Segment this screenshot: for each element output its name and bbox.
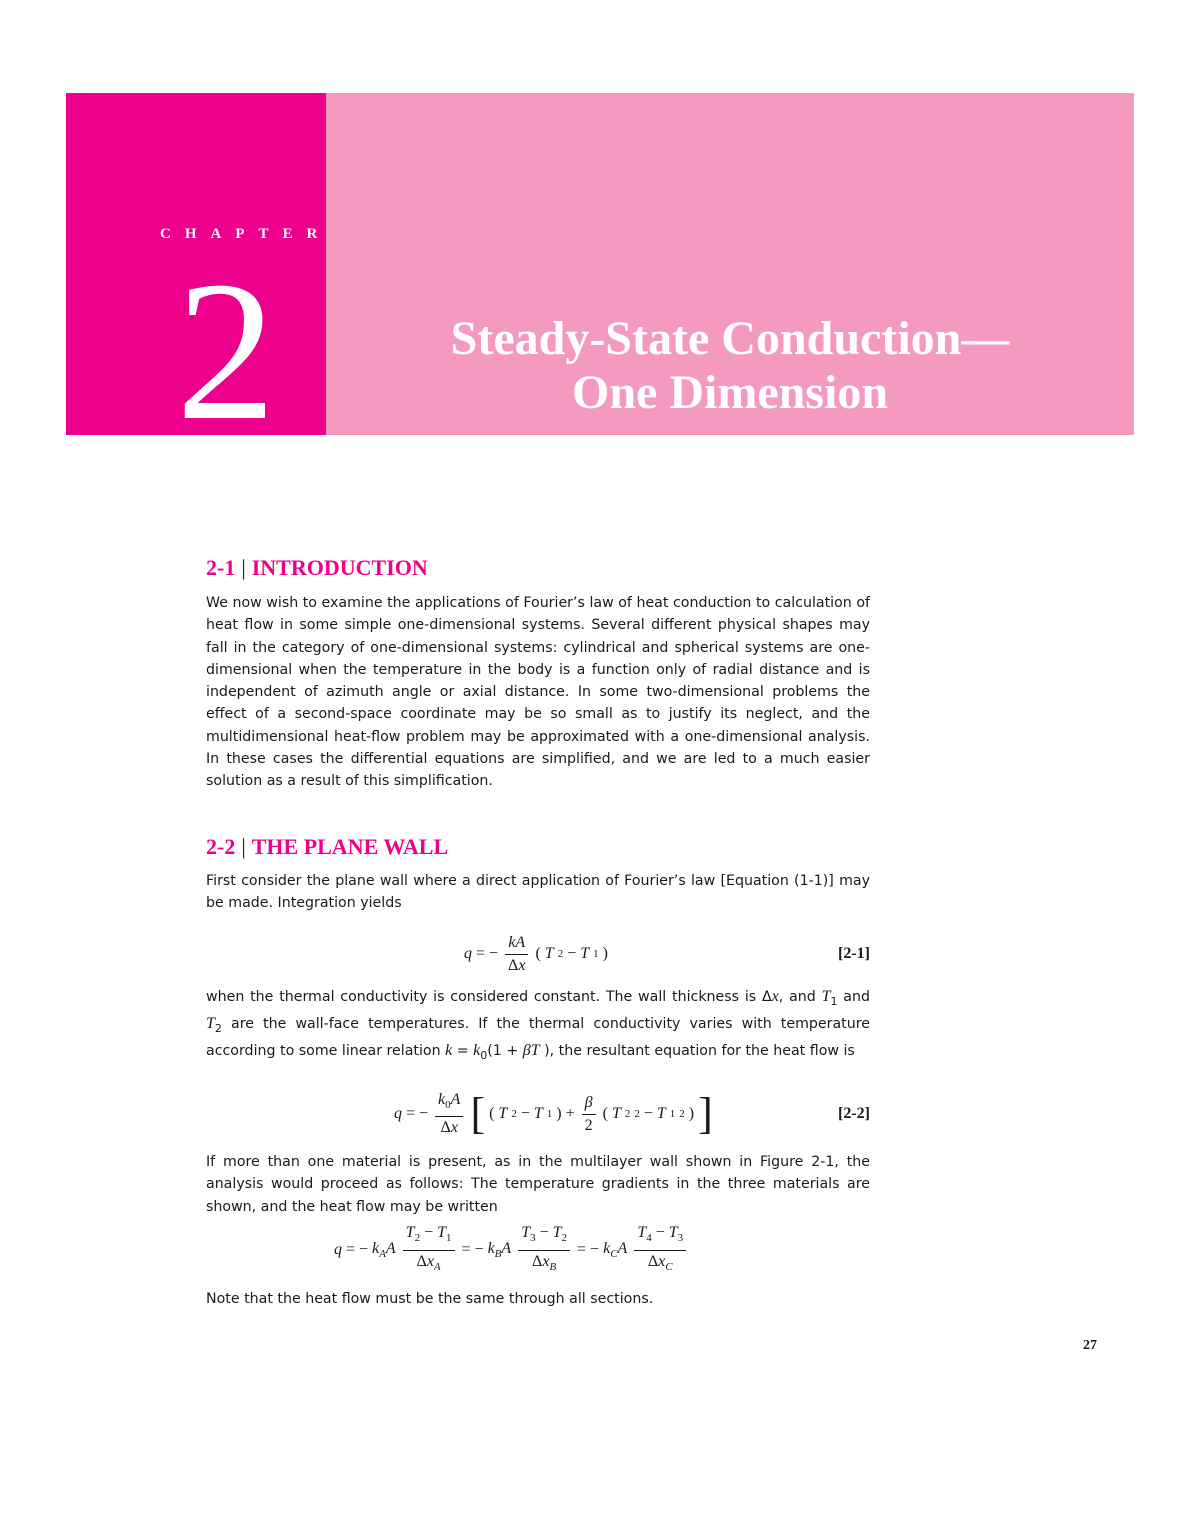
equation-2-1 [206, 924, 870, 984]
chapter-title [330, 312, 1130, 420]
section-number: 2-2 [206, 834, 236, 859]
section-heading-plane-wall: 2-2 | THE PLANE WALL [206, 834, 449, 859]
section-title: INTRODUCTION [251, 555, 428, 580]
section-number: 2-1 [206, 555, 236, 580]
intro-paragraph: We now wish to examine the applications of Fourier’s law of heat conduction to calculation of heat flow in some simple one-dimensional systems. Several different physical shapes may fall in the category of one-dimensional systems: cylindrical and spherical systems are one-dimensional when the temperature in the body is a function only of radial distance and is independent of azimuth angle or axial distance. In some two-dimensional problems the effect of a second-space coordinate may be so small as to justify its neglect, and the multidimensional heat-flow problem may be approximated with a one-dimensional analysis. In these cases the differential equations are simplified, and we are led to a much easier solution as a result of this simplification. [206, 595, 870, 790]
equation-body: q = − $k_AA$ $\frac{T_2 - T_1}{\Delta x_A}$ = − $k_BA$ $\frac{T_3 - T_2}{\Delta x_B}$ = − $k_CA$ $\frac{T_4 - T_3}{\Delta x_C}$ [334, 1220, 689, 1280]
section-title: THE PLANE WALL [251, 834, 449, 859]
chapter-title-line2: One Dimension [571, 366, 889, 419]
page-number: 27 [1083, 1338, 1097, 1353]
chapter-title-line1: Steady-State Conduction— [450, 312, 1010, 365]
plane-wall-paragraph-1: First consider the plane wall where a direct application of Fourier’s law [Equation (1-1)] may be made. Integration yields [206, 873, 870, 912]
plane-wall-paragraph-4: Note that the heat flow must be the same through all sections. [206, 1291, 654, 1307]
equation-body: q = − $\frac{k_0A}{\Delta x}$ [ ( T 2 − T 1 ) + $\frac{\beta}{2}$ ( T 2 2 − T 1 2 ) ] [394, 1089, 713, 1138]
equation-body: q = − $\frac{kA}{\Delta x}$ ( T 2 − T 1 ) [464, 933, 608, 974]
equation-tag: [2-1] [838, 945, 870, 962]
equation-tag: [2-2] [838, 1105, 870, 1122]
chapter-label: CHAPTER [160, 226, 332, 242]
chapter-number: 2 [176, 241, 276, 462]
equation-2-2 [206, 1084, 870, 1144]
section-heading-introduction: 2-1 | INTRODUCTION [206, 555, 428, 580]
plane-wall-paragraph-2: when the thermal conductivity is considered constant. The wall thickness is Δx, and $T_1$ and $T_2$ are the wall-face temperatures. If the thermal conductivity varies with temperature according to some linear relation $k = k_0(1 + \beta T$ ), the resultant equation for the heat flow is [206, 988, 870, 1063]
plane-wall-paragraph-3: If more than one material is present, as in the multilayer wall shown in Figure 2-1, the analysis would proceed as follows: The temperature gradients in the three materials are shown, and the heat flow may be written [206, 1154, 870, 1215]
equation-multilayer [206, 1220, 870, 1280]
